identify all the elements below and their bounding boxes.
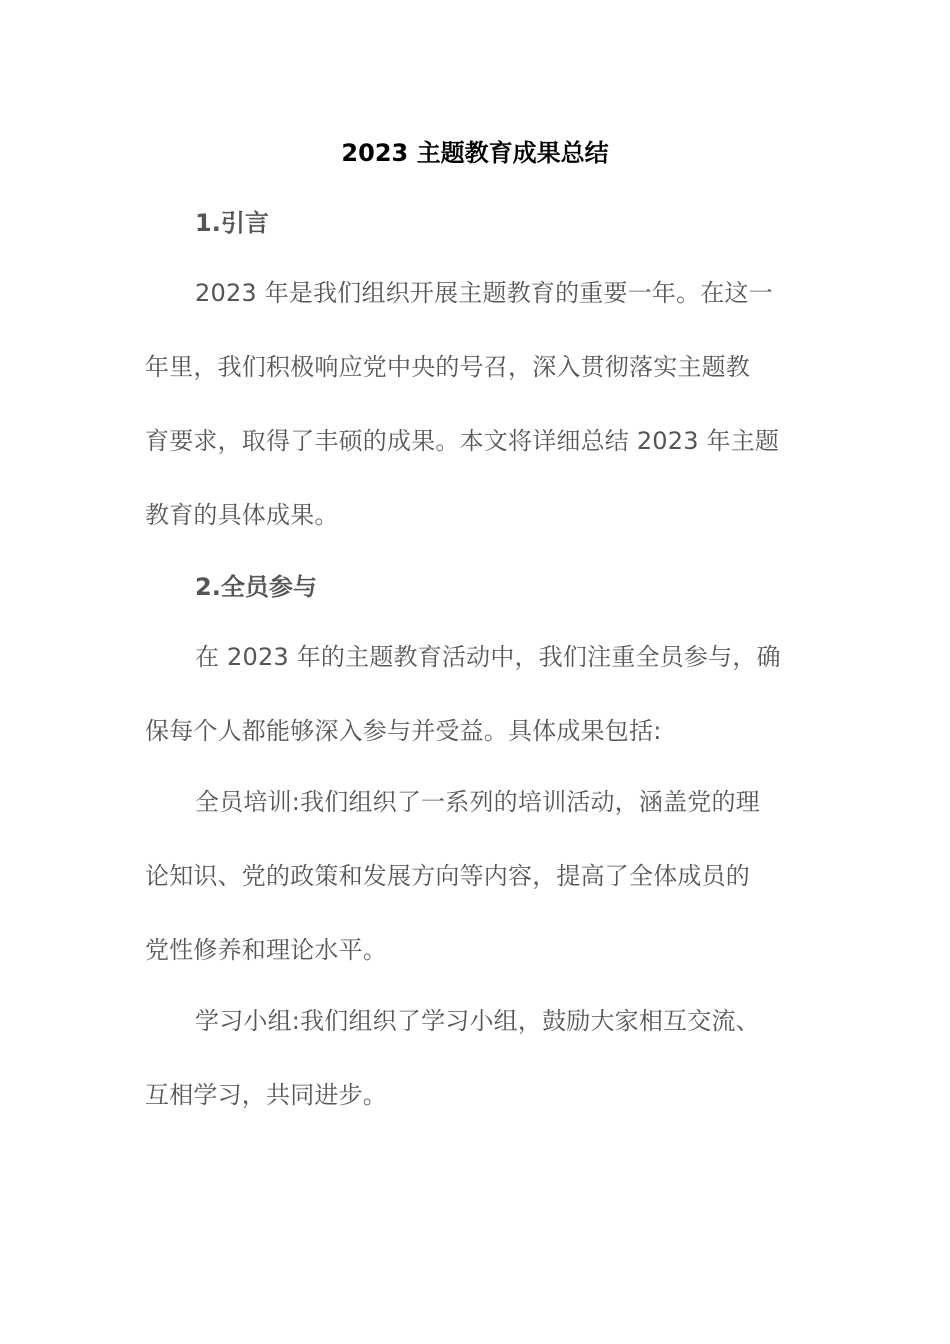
paragraph-participation-intro [145,620,815,768]
paragraph-line: 年里，我们积极响应党中央的号召，深入贯彻落实主题教 [145,353,750,381]
paragraph-full-training [145,765,815,987]
section-heading-introduction: 1.引言 [195,209,269,237]
paragraph-line: 互相学习，共同进步。 [145,1081,387,1109]
paragraph-introduction [145,256,815,552]
paragraph-line: 在 2023 年的主题教育活动中，我们注重全员参与，确 [195,643,781,671]
document-title: 2023 主题教育成果总结 [341,139,609,167]
paragraph-line: 育要求，取得了丰硕的成果。本文将详细总结 2023 年主题 [145,427,780,455]
paragraph-study-groups [145,984,815,1132]
paragraph-line: 2023 年是我们组织开展主题教育的重要一年。在这一 [195,279,773,307]
paragraph-line: 全员培训:我们组织了一系列的培训活动，涵盖党的理 [195,788,760,816]
section-heading-full-participation: 2.全员参与 [195,573,317,601]
paragraph-line: 教育的具体成果。 [145,501,339,529]
paragraph-line: 论知识、党的政策和发展方向等内容，提高了全体成员的 [145,862,750,890]
paragraph-line: 学习小组:我们组织了学习小组，鼓励大家相互交流、 [195,1007,760,1035]
paragraph-line: 保每个人都能够深入参与并受益。具体成果包括: [145,717,662,745]
paragraph-line: 党性修养和理论水平。 [145,936,387,964]
